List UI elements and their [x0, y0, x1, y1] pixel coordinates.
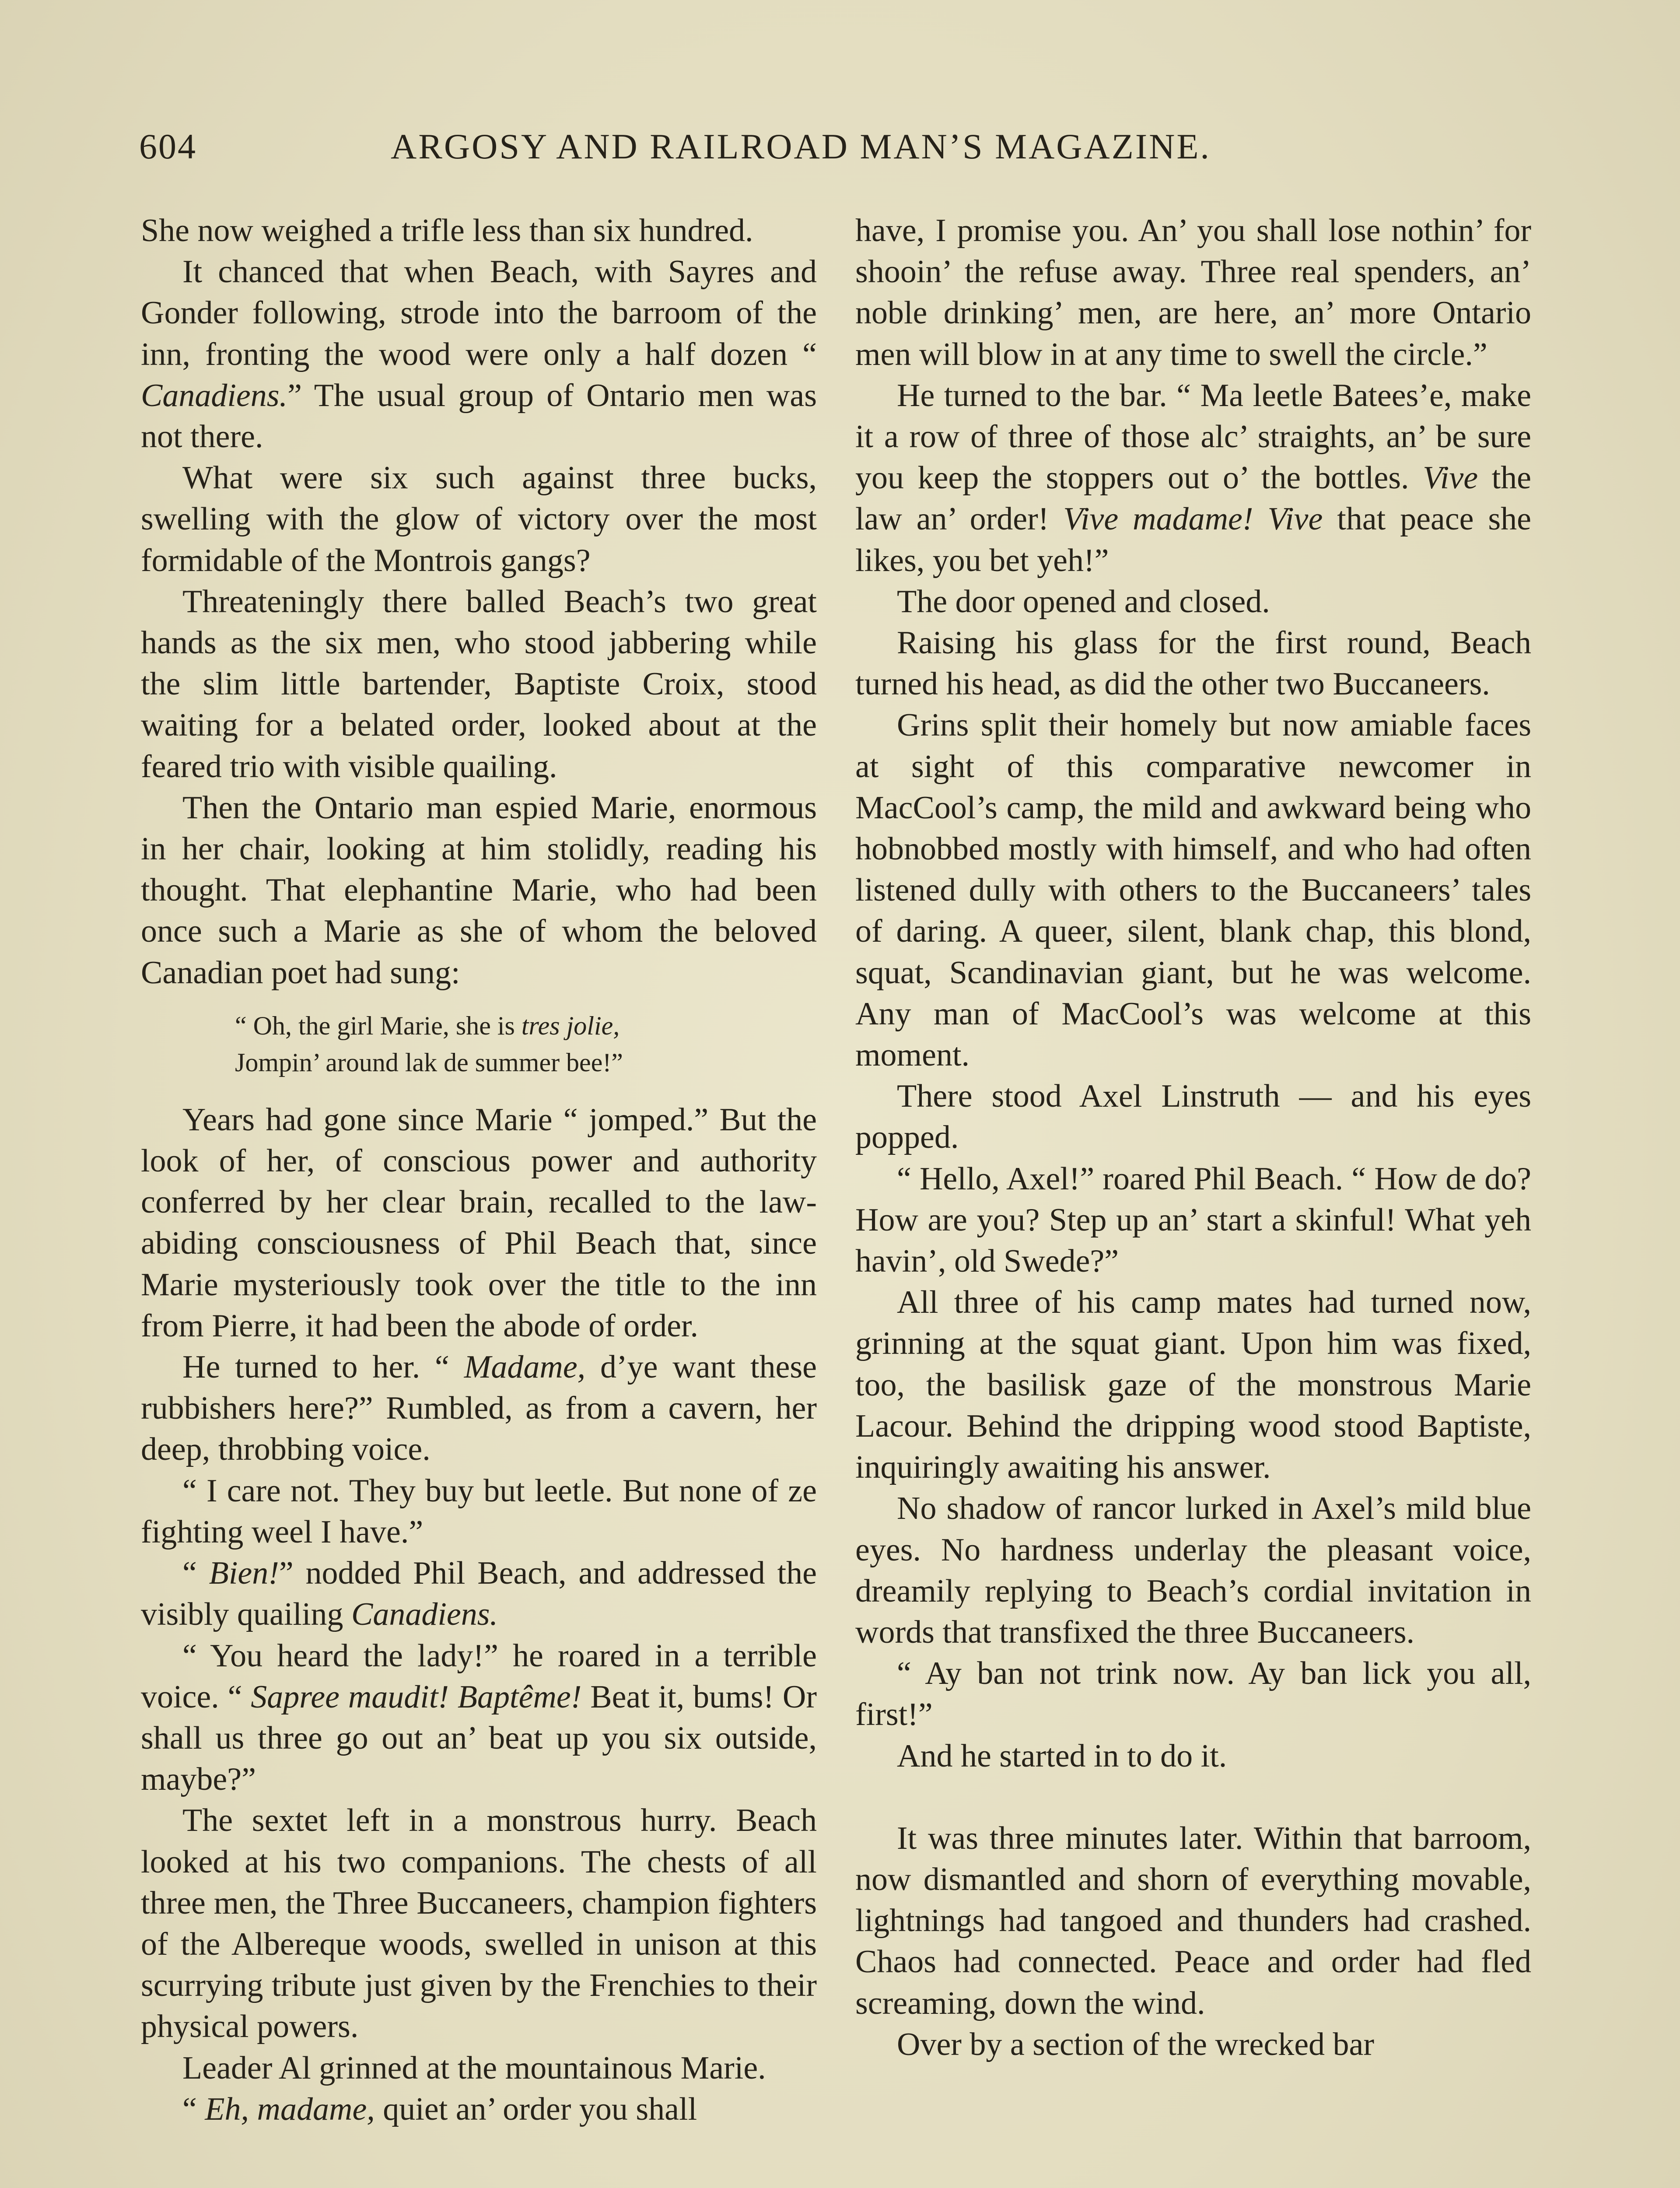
- paragraph: Threateningly there balled Beach’s two great hands as the six men, who stood jabbering while the slim little bartender, Baptiste Croix, stood waiting for a belated order, looked about at the feared trio with visible quailing.: [141, 583, 817, 785]
- paragraph: The sextet left in a monstrous hurry. Beach looked at his two companions. The chests of all three men, the Three Buccaneers, champion fighters of the Albereque woods, swelled in unison at this scurrying tribute just given by the Frenchies to their physical powers.: [141, 1802, 817, 2045]
- paragraph: He turned to the bar. “ Ma leetle Batees’e, make it a row of three of those alc’ straights, an’ be sure you keep the stoppers out o’ the bottles. Vive the law an’ order! Vive madame! Vive that peace she likes, you bet yeh!”: [855, 377, 1532, 579]
- paragraph: “ I care not. They buy but leetle. But none of ze fighting weel I have.”: [141, 1473, 817, 1550]
- paragraph: And he started in to do it.: [897, 1738, 1227, 1774]
- paragraph: What were six such against three bucks, swelling with the glow of victory over the most formidable of the Montrois gangs?: [141, 460, 817, 579]
- page-header: [139, 126, 1290, 179]
- paragraph: Grins split their homely but now amiable faces at sight of this comparative newcomer in MacCool’s camp, the mild and awkward being who hobnobbed mostly with himself, and who had often listened dully with others to the Buccaneers’ tales of daring. A queer, silent, blank chap, this blond, squat, Scandinavian giant, but he was welcome. Any man of MacCool’s was welcome at this moment.: [855, 707, 1531, 1073]
- paragraph: There stood Axel Linstruth — and his eyes popped.: [855, 1078, 1531, 1156]
- paragraph: She now weighed a trifle less than six hundred.: [141, 213, 753, 249]
- left-column: [141, 210, 817, 2130]
- paragraph: “ Eh, madame, quiet an’ order you shall: [182, 2091, 697, 2127]
- verse-line: Jompin’ around lak de summer bee!”: [235, 1048, 623, 1077]
- paragraph: It chanced that when Beach, with Sayres and Gonder following, strode into the barroom of the inn, fronting the wood were only a half dozen “ Canadiens.” The usual group of Ontario men was not there.: [141, 254, 817, 455]
- right-column: [855, 210, 1531, 2065]
- page-number: 604: [139, 126, 197, 166]
- paragraph: Years had gone since Marie “ jomped.” But the look of her, of conscious power and authority conferred by her clear brain, recalled to the law-abiding consciousness of Phil Beach that, since Marie mysteriously took over the title to the inn from Pierre, it had been the abode of order.: [141, 1101, 817, 1344]
- paragraph: Leader Al grinned at the mountainous Marie.: [182, 2050, 766, 2086]
- paragraph: Raising his glass for the first round, Beach turned his head, as did the other two Buccaneers.: [855, 625, 1531, 702]
- paragraph: “ Ay ban not trink now. Ay ban lick you all, first!”: [855, 1655, 1531, 1733]
- paragraph: “ You heard the lady!” he roared in a terrible voice. “ Sapree maudit! Baptême! Beat it, bums! Or shall us three go out an’ beat up you six outside, maybe?”: [141, 1637, 817, 1798]
- paragraph: “ Bien!” nodded Phil Beach, and addressed the visibly quailing Canadiens.: [141, 1555, 817, 1633]
- paragraph: have, I promise you. An’ you shall lose nothin’ for shooin’ the refuse away. Three real spenders, an’ noble drinking’ men, are here, an’ more Ontario men will blow in at any time to swell the circle.”: [855, 213, 1531, 372]
- paragraph: “ Hello, Axel!” roared Phil Beach. “ How de do? How are you? Step up an’ start a skinful! What yeh havin’, old Swede?”: [855, 1161, 1531, 1280]
- paragraph: All three of his camp mates had turned now, grinning at the squat giant. Upon him was fixed, too, the basilisk gaze of the monstrous Marie Lacour. Behind the dripping wood stood Baptiste, inquiringly awaiting his answer.: [855, 1284, 1531, 1486]
- paragraph: He turned to her. “ Madame, d’ye want these rubbishers here?” Rumbled, as from a cavern, her deep, throbbing voice.: [141, 1349, 817, 1468]
- paragraph: No shadow of rancor lurked in Axel’s mild blue eyes. No hardness underlay the pleasant voice, dreamily replying to Beach’s cordial invitation in words that transfixed the three Buccaneers.: [855, 1490, 1531, 1650]
- paragraph: Over by a section of the wrecked bar: [897, 2026, 1375, 2062]
- verse-quote: [141, 1007, 817, 1081]
- paragraph: The door opened and closed.: [897, 583, 1270, 620]
- verse-line: “ Oh, the girl Marie, she is tres jolie,: [235, 1011, 620, 1040]
- paragraph: It was three minutes later. Within that barroom, now dismantled and shorn of everything movable, lightnings had tangoed and thunders had crashed. Chaos had connected. Peace and order had fled screaming, down the wind.: [855, 1820, 1531, 2021]
- running-title: ARGOSY AND RAILROAD MAN’S MAGAZINE.: [391, 126, 1211, 166]
- paragraph: Then the Ontario man espied Marie, enormous in her chair, looking at him stolidly, reading his thought. That elephantine Marie, who had been once such a Marie as she of whom the beloved Canadian poet had sung:: [141, 789, 817, 991]
